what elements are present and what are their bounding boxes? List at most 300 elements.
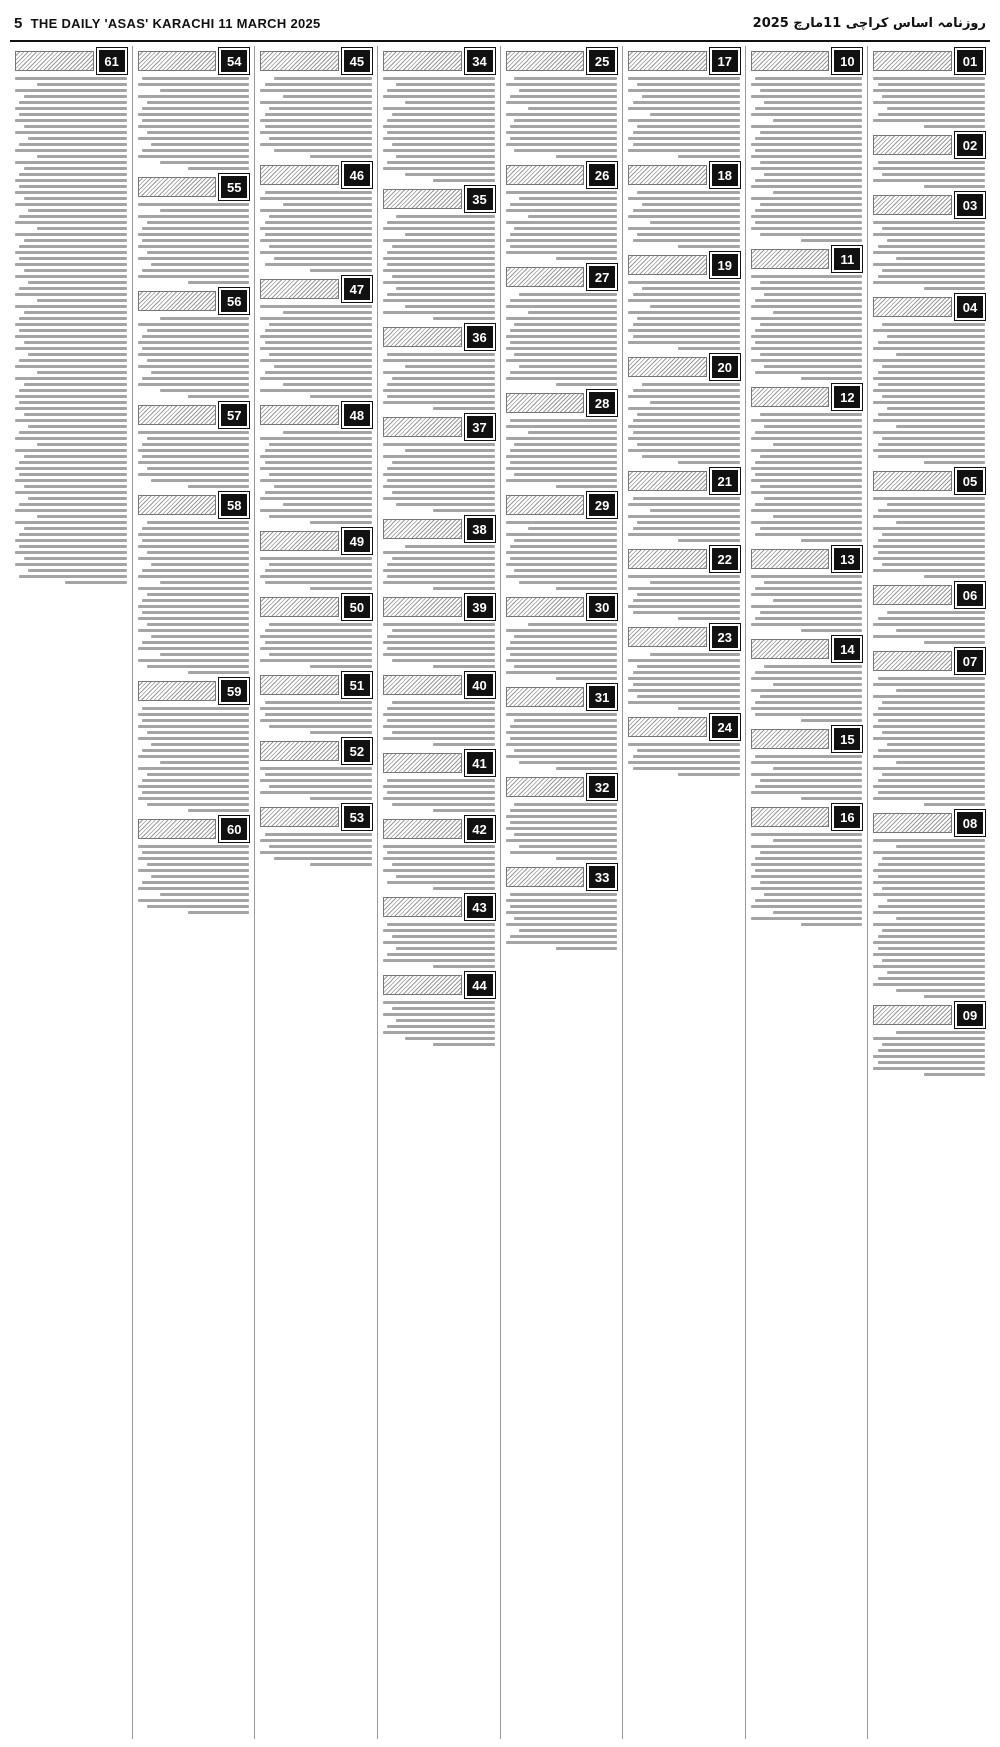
text-line xyxy=(260,227,372,230)
text-line xyxy=(924,575,985,578)
text-line xyxy=(142,707,249,710)
text-line xyxy=(269,563,372,566)
headline-bar xyxy=(751,807,830,827)
text-line xyxy=(433,407,494,410)
news-item-number: 35 xyxy=(465,186,495,212)
text-line xyxy=(633,497,740,500)
text-line xyxy=(506,521,618,524)
news-item-number: 56 xyxy=(219,288,249,314)
text-line xyxy=(387,467,494,470)
news-item-header xyxy=(506,264,618,290)
text-line xyxy=(510,371,617,374)
news-item-header xyxy=(260,162,372,188)
news-item-header xyxy=(138,678,250,704)
news-item-header xyxy=(506,594,618,620)
news-item-number: 36 xyxy=(465,324,495,350)
text-line xyxy=(433,587,494,590)
text-line xyxy=(628,215,740,218)
headline-bar xyxy=(260,165,339,185)
text-line xyxy=(755,329,862,332)
text-line xyxy=(878,341,985,344)
text-line xyxy=(392,701,495,704)
news-item-number: 19 xyxy=(710,252,740,278)
text-line xyxy=(138,365,250,368)
news-item-body xyxy=(506,892,618,950)
text-line xyxy=(383,485,495,488)
text-line xyxy=(882,563,985,566)
headline-bar xyxy=(138,291,217,311)
news-item-number: 50 xyxy=(342,594,372,620)
news-item-number: 02 xyxy=(955,132,985,158)
news-item-header xyxy=(260,738,372,764)
news-item-number: 58 xyxy=(219,492,249,518)
text-line xyxy=(873,737,985,740)
text-line xyxy=(260,389,372,392)
news-item-header xyxy=(506,162,618,188)
text-line xyxy=(873,785,985,788)
text-line xyxy=(873,713,985,716)
text-line xyxy=(801,629,862,632)
text-line xyxy=(896,989,985,992)
text-line xyxy=(760,161,863,164)
text-line xyxy=(15,437,127,440)
text-line xyxy=(755,473,862,476)
news-item-header xyxy=(260,672,372,698)
text-line xyxy=(396,875,494,878)
news-item-number: 03 xyxy=(955,192,985,218)
text-line xyxy=(506,143,618,146)
text-line xyxy=(15,347,127,350)
text-line xyxy=(637,413,740,416)
text-line xyxy=(387,131,494,134)
text-line xyxy=(873,167,985,170)
headline-bar xyxy=(751,387,830,407)
text-line xyxy=(751,155,863,158)
headline-bar xyxy=(751,51,830,71)
text-line xyxy=(878,935,985,938)
text-line xyxy=(751,185,863,188)
headline-bar xyxy=(506,867,585,887)
text-line xyxy=(19,359,126,362)
news-item-number: 05 xyxy=(955,468,985,494)
news-item xyxy=(506,864,618,950)
text-line xyxy=(873,449,985,452)
text-line xyxy=(764,365,862,368)
text-line xyxy=(637,749,740,752)
text-line xyxy=(387,479,494,482)
news-item xyxy=(873,582,985,644)
text-line xyxy=(310,797,371,800)
text-line xyxy=(528,107,617,110)
text-line xyxy=(138,449,250,452)
text-line xyxy=(24,197,127,200)
text-line xyxy=(15,539,127,542)
text-line xyxy=(896,257,985,260)
text-line xyxy=(642,287,740,290)
text-line xyxy=(260,575,372,578)
text-line xyxy=(383,227,495,230)
text-line xyxy=(528,623,617,626)
text-line xyxy=(878,719,985,722)
text-line xyxy=(878,383,985,386)
news-column xyxy=(867,46,990,1739)
text-line xyxy=(642,383,740,386)
text-line xyxy=(755,299,862,302)
text-line xyxy=(269,515,372,518)
text-line xyxy=(896,353,985,356)
news-item-body xyxy=(506,712,618,770)
news-item-number: 15 xyxy=(832,726,862,752)
text-line xyxy=(751,887,863,890)
text-line xyxy=(506,317,618,320)
news-item-number: 17 xyxy=(710,48,740,74)
news-item-header xyxy=(506,48,618,74)
text-line xyxy=(392,803,495,806)
news-item-header xyxy=(628,354,740,380)
text-line xyxy=(924,461,985,464)
news-item-number: 04 xyxy=(955,294,985,320)
text-line xyxy=(650,401,739,404)
text-line xyxy=(151,479,249,482)
text-line xyxy=(751,707,863,710)
headline-bar xyxy=(628,549,707,569)
text-line xyxy=(751,905,863,908)
text-line xyxy=(873,77,985,80)
text-line xyxy=(519,197,617,200)
headline-bar xyxy=(751,729,830,749)
text-line xyxy=(260,779,372,782)
text-line xyxy=(383,569,495,572)
text-line xyxy=(274,149,372,152)
news-item-body xyxy=(751,664,863,722)
text-line xyxy=(265,713,372,716)
news-item xyxy=(506,264,618,386)
text-line xyxy=(678,539,739,542)
text-line xyxy=(283,311,372,314)
news-item-number: 59 xyxy=(219,678,249,704)
text-line xyxy=(528,431,617,434)
news-item-header xyxy=(383,594,495,620)
news-item-header xyxy=(506,492,618,518)
text-line xyxy=(15,263,127,266)
text-line xyxy=(628,77,740,80)
text-line xyxy=(396,503,494,506)
text-line xyxy=(269,653,372,656)
text-line xyxy=(764,425,862,428)
text-line xyxy=(751,467,863,470)
news-item-number: 40 xyxy=(465,672,495,698)
text-line xyxy=(19,257,126,260)
text-line xyxy=(751,479,863,482)
news-item-body xyxy=(506,76,618,158)
text-line xyxy=(506,647,618,650)
text-line xyxy=(506,923,618,926)
text-line xyxy=(160,161,249,164)
text-line xyxy=(873,983,985,986)
news-item xyxy=(260,738,372,800)
text-line xyxy=(387,251,494,254)
headline-bar xyxy=(260,675,339,695)
news-item xyxy=(260,402,372,524)
news-item-body xyxy=(628,652,740,710)
news-item xyxy=(260,594,372,668)
text-line xyxy=(510,449,617,452)
text-line xyxy=(269,473,372,476)
text-line xyxy=(882,437,985,440)
text-line xyxy=(142,377,249,380)
text-line xyxy=(188,167,249,170)
text-line xyxy=(878,677,985,680)
text-line xyxy=(642,203,740,206)
text-line xyxy=(887,743,985,746)
text-line xyxy=(873,725,985,728)
text-line xyxy=(506,209,618,212)
text-line xyxy=(878,539,985,542)
news-item-header xyxy=(383,672,495,698)
text-line xyxy=(764,173,862,176)
text-line xyxy=(628,605,740,608)
text-line xyxy=(283,203,372,206)
text-line xyxy=(265,569,372,572)
news-column xyxy=(745,46,868,1739)
text-line xyxy=(138,137,250,140)
text-line xyxy=(755,587,862,590)
text-line xyxy=(678,245,739,248)
text-line xyxy=(138,575,250,578)
text-line xyxy=(773,515,862,518)
text-line xyxy=(760,323,863,326)
text-line xyxy=(764,665,862,668)
text-line xyxy=(15,419,127,422)
text-line xyxy=(873,497,985,500)
news-item xyxy=(873,810,985,998)
news-item-header xyxy=(260,276,372,302)
news-item-number: 60 xyxy=(219,816,249,842)
text-line xyxy=(873,347,985,350)
headline-bar xyxy=(506,51,585,71)
news-item-header xyxy=(873,810,985,836)
text-line xyxy=(628,503,740,506)
text-line xyxy=(405,233,494,236)
text-line xyxy=(15,377,127,380)
text-line xyxy=(510,809,617,812)
text-line xyxy=(396,215,494,218)
news-item-body xyxy=(383,622,495,668)
news-item-body xyxy=(383,778,495,812)
news-item-body xyxy=(628,382,740,464)
text-line xyxy=(260,791,372,794)
text-line xyxy=(392,731,495,734)
text-line xyxy=(760,611,863,614)
text-line xyxy=(628,449,740,452)
text-line xyxy=(628,89,740,92)
text-line xyxy=(24,311,127,314)
text-line xyxy=(764,101,862,104)
text-line xyxy=(265,83,372,86)
text-line xyxy=(138,113,250,116)
text-line xyxy=(510,545,617,548)
text-line xyxy=(138,461,250,464)
text-line xyxy=(628,107,740,110)
text-line xyxy=(310,521,371,524)
text-line xyxy=(138,629,250,632)
headline-bar xyxy=(260,741,339,761)
headline-bar xyxy=(873,813,952,833)
text-line xyxy=(310,155,371,158)
news-item-number: 22 xyxy=(710,546,740,572)
text-line xyxy=(142,443,249,446)
headline-bar xyxy=(383,519,462,539)
text-line xyxy=(873,623,985,626)
news-item-body xyxy=(873,676,985,806)
text-line xyxy=(628,341,740,344)
text-line xyxy=(878,455,985,458)
text-line xyxy=(801,539,862,542)
text-line xyxy=(147,773,250,776)
text-line xyxy=(138,383,250,386)
text-line xyxy=(887,503,985,506)
text-line xyxy=(15,551,127,554)
text-line xyxy=(15,509,127,512)
text-line xyxy=(556,383,617,386)
text-line xyxy=(650,509,739,512)
text-line xyxy=(387,647,494,650)
news-item xyxy=(260,48,372,158)
text-line xyxy=(506,563,618,566)
text-line xyxy=(383,737,495,740)
text-line xyxy=(188,281,249,284)
text-line xyxy=(15,131,127,134)
news-item-number: 08 xyxy=(955,810,985,836)
text-line xyxy=(510,245,617,248)
text-line xyxy=(19,245,126,248)
text-line xyxy=(878,245,985,248)
text-line xyxy=(882,269,985,272)
text-line xyxy=(310,269,371,272)
text-line xyxy=(514,749,617,752)
text-line xyxy=(924,125,985,128)
news-item-body xyxy=(383,76,495,182)
news-item-number: 12 xyxy=(832,384,862,410)
news-item-header xyxy=(873,192,985,218)
text-line xyxy=(556,485,617,488)
headline-bar xyxy=(15,51,94,71)
news-item-body xyxy=(873,160,985,188)
headline-bar xyxy=(260,51,339,71)
headline-bar xyxy=(873,195,952,215)
text-line xyxy=(628,299,740,302)
news-item-header xyxy=(383,324,495,350)
text-line xyxy=(147,863,250,866)
news-item-number: 55 xyxy=(219,174,249,200)
text-line xyxy=(147,329,250,332)
text-line xyxy=(751,833,863,836)
news-item-number: 16 xyxy=(832,804,862,830)
text-line xyxy=(760,203,863,206)
text-line xyxy=(433,965,494,968)
text-line xyxy=(28,209,126,212)
text-line xyxy=(882,323,985,326)
text-line xyxy=(760,233,863,236)
text-line xyxy=(873,221,985,224)
text-line xyxy=(751,437,863,440)
text-line xyxy=(24,269,127,272)
text-line xyxy=(773,839,862,842)
headline-bar xyxy=(506,495,585,515)
text-line xyxy=(878,863,985,866)
news-item xyxy=(383,750,495,812)
text-line xyxy=(15,119,127,122)
text-line xyxy=(506,359,618,362)
news-item-header xyxy=(873,48,985,74)
text-line xyxy=(433,887,494,890)
news-item xyxy=(138,492,250,674)
text-line xyxy=(24,95,127,98)
headline-bar xyxy=(260,279,339,299)
text-line xyxy=(519,929,617,932)
news-item xyxy=(383,48,495,182)
text-line xyxy=(15,203,127,206)
text-line xyxy=(633,335,740,338)
text-line xyxy=(433,179,494,182)
text-line xyxy=(405,305,494,308)
news-item xyxy=(628,48,740,158)
text-line xyxy=(383,857,495,860)
text-line xyxy=(265,449,372,452)
text-line xyxy=(773,443,862,446)
text-line xyxy=(383,149,495,152)
text-line xyxy=(383,239,495,242)
text-line xyxy=(882,731,985,734)
news-item-body xyxy=(383,922,495,968)
text-line xyxy=(138,605,250,608)
news-item xyxy=(260,672,372,734)
text-line xyxy=(556,155,617,158)
text-line xyxy=(628,743,740,746)
news-item xyxy=(628,714,740,776)
text-line xyxy=(637,443,740,446)
news-item-body xyxy=(506,622,618,680)
text-line xyxy=(433,317,494,320)
text-line xyxy=(514,227,617,230)
text-line xyxy=(506,467,618,470)
news-item-number: 38 xyxy=(465,516,495,542)
text-line xyxy=(265,701,372,704)
text-line xyxy=(387,395,494,398)
news-item xyxy=(383,324,495,410)
text-line xyxy=(506,347,618,350)
news-item-body xyxy=(628,742,740,776)
news-item xyxy=(260,276,372,398)
text-line xyxy=(383,281,495,284)
text-line xyxy=(383,551,495,554)
text-line xyxy=(387,89,494,92)
news-item xyxy=(751,726,863,800)
text-line xyxy=(392,143,495,146)
text-line xyxy=(878,947,985,950)
headline-bar xyxy=(873,135,952,155)
headline-bar xyxy=(506,267,585,287)
text-line xyxy=(138,245,250,248)
text-line xyxy=(678,347,739,350)
text-line xyxy=(383,797,495,800)
text-line xyxy=(392,461,495,464)
text-line xyxy=(138,431,250,434)
news-item-number: 41 xyxy=(465,750,495,776)
text-line xyxy=(801,797,862,800)
text-line xyxy=(28,137,126,140)
text-line xyxy=(260,335,372,338)
